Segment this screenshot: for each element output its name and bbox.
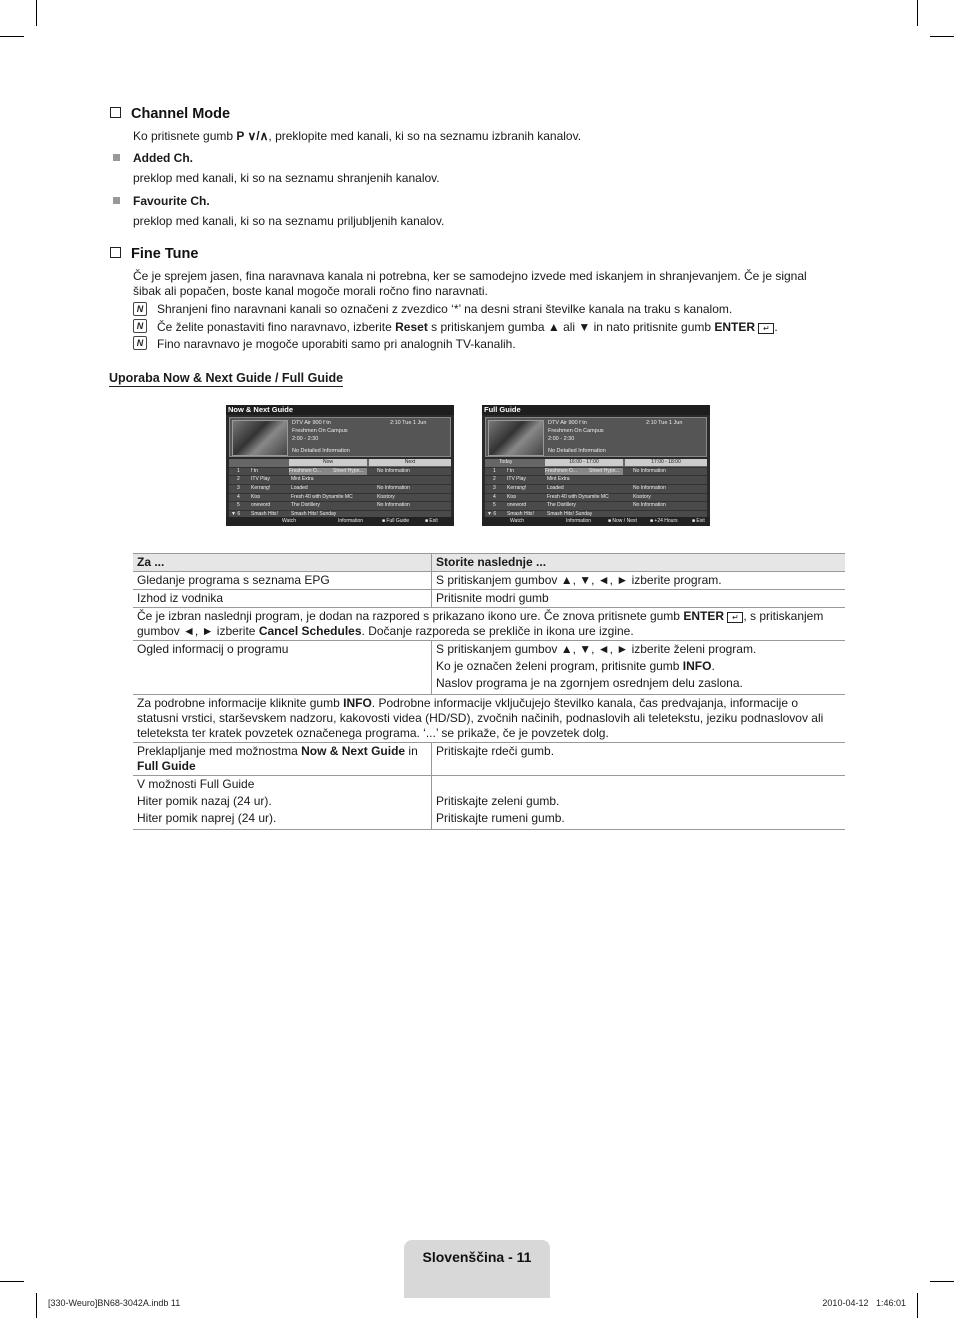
table-row[interactable]: ▼ 6 Smash Hits! Smash Hits! Sunday (485, 511, 707, 520)
full-guide-hint: ■ Full Guide (382, 518, 410, 524)
full-guide-screen (482, 405, 710, 526)
info-hint: Information (566, 518, 592, 524)
crop-mark (917, 0, 918, 26)
screen-footer (482, 517, 710, 526)
page-number-label: Slovenščina - 11 (422, 1249, 532, 1265)
exit-hint: ■ Exit (692, 518, 705, 524)
favourite-ch-text: preklop med kanali, ki so na seznamu priljubljenih kanalov. (133, 214, 445, 228)
table-row[interactable]: ▼ 6 Smash Hits! Smash Hits! Sunday (229, 511, 451, 520)
screen-footer (226, 517, 454, 526)
guide-section-heading: Uporaba Now & Next Guide / Full Guide (109, 371, 344, 385)
crop-mark (0, 1281, 24, 1282)
crop-mark (36, 0, 37, 26)
fine-tune-line1: Če je sprejem jasen, fina naravnava kanala ni potrebna, ker se samodejno izvede med iskanjem in shranjevanjem. Če je signal (133, 269, 807, 283)
channel-mode-intro: Ko pritisnete gumb P ∨/∧, preklopite med kanali, ki so na seznamu izbranih kanalov. (133, 129, 582, 143)
table-row: Gledanje programa s seznama EPG S pritiskanjem gumbov ▲, ▼, ◄, ► izberite program. (133, 572, 845, 590)
table-row[interactable]: 1 f tn Freshmen O... Street Hypn... No Information (485, 468, 707, 477)
added-ch-text: preklop med kanali, ki so na seznamu shranjenih kanalov. (133, 171, 440, 185)
header-cell: Storite naslednje ... (432, 554, 846, 572)
added-ch-title: Added Ch. (133, 151, 193, 165)
table-row: Izhod iz vodnika Pritisnite modri gumb (133, 590, 845, 608)
note-icon: N (133, 336, 147, 350)
favourite-ch-title: Favourite Ch. (133, 194, 210, 208)
exit-hint: ■ Exit (425, 518, 438, 524)
table-row: Za podrobne informacije kliknite gumb INFO. Podrobne informacije vključujejo številko kanala, čas predvajanja, informacije o statusni vrstici, starševskem nadzoru, kakovosti videa (HD/SD), zvočnih načinih, podnaslovih ali teletekstu, jeziku podnaslovov ali teleteksta ter kratek povzetek označenega programa. ‘...’ se prikaže, če je povzetek dolg. (133, 695, 845, 743)
info-panel: DTV Air 900 f tn 2:10 Tue 1 Jun Freshmen On Campus 2:00 - 2:30 No Detailed Information (229, 417, 451, 457)
fine-tune-note1: Shranjeni fino naravnani kanali so označeni z zvezdico ‘*’ na desni strani številke kanala na traku s kanalom. (157, 302, 733, 316)
screen-title: Now & Next Guide (226, 405, 454, 415)
now-next-hint: ■ Now / Next (608, 518, 637, 524)
note-icon: N (133, 319, 147, 333)
footer-timestamp: 2010-04-12 1:46:01 (822, 1298, 906, 1308)
enter-icon: ↵ (727, 612, 743, 623)
table-row: Preklapljanje med možnostma Now & Next Guide in Full Guide Pritiskajte rdeči gumb. (133, 743, 845, 776)
footer-file-name: [330-Weuro]BN68-3042A.indb 11 (48, 1298, 181, 1308)
preview-thumbnail (232, 420, 288, 456)
bullet-square-icon (113, 154, 120, 161)
crop-mark (917, 1293, 918, 1318)
plus24-hint: ■ +24 Hours (650, 518, 678, 524)
table-row: Ogled informacij o programu S pritiskanjem gumbov ▲, ▼, ◄, ► izberite želeni program. Ko je označen želeni program, pritisnite gumb INFO. Naslov programa je na zgornjem osrednjem delu zaslona. (133, 641, 845, 695)
note-icon: N (133, 302, 147, 316)
enter-icon: ↵ (758, 323, 774, 334)
info-panel: DTV Air 900 f tn 2:10 Tue 1 Jun Freshmen On Campus 2:00 - 2:30 No Detailed Information (485, 417, 707, 457)
table-row[interactable]: 4 Kiss Fresh 40 with Dynamite MC Kisstory (485, 494, 707, 503)
table-row[interactable]: 5 oneword The Distillery No Information (485, 502, 707, 511)
screen-title: Full Guide (482, 405, 710, 415)
guide-grid: Now Next 1 f tn Freshmen O... Street Hypn... No Information 2 ITV Play Mint Extra 3 Kerrang! Loaded No Information 4 Kiss Fresh 40 with Dynamite MC Kisstory 5 oneword The Distillery No Information ▼ 6 Smash Hits! Smash Hits! Sunday (229, 459, 451, 520)
table-row: V možnosti Full Guide Hiter pomik nazaj (24 ur). Hiter pomik naprej (24 ur). Pritiskajte zeleni gumb. Pritiskajte rumeni gumb. (133, 776, 845, 830)
table-row[interactable]: 3 Kerrang! Loaded No Information (229, 485, 451, 494)
checkbox-icon (110, 247, 121, 258)
crop-mark (930, 36, 954, 37)
checkbox-icon (110, 107, 121, 118)
fine-tune-note3: Fino naravnavo je mogoče uporabiti samo pri analognih TV-kanalih. (157, 337, 516, 351)
table-row[interactable]: 1 f tn Freshmen O... Street Hypn... No Information (229, 468, 451, 477)
guide-grid: Today 16:00 - 17:00 17:00 - 18:00 1 f tn Freshmen O... Street Hypn... No Information 2 ITV Play Mint Extra 3 Kerrang! Loaded No Information 4 Kiss Fresh 40 with Dynamite MC Kisstory 5 oneword The Distillery No Information ▼ 6 Smash Hits! Smash Hits! Sunday (485, 459, 707, 520)
table-row[interactable]: 5 oneword The Distillery No Information (229, 502, 451, 511)
watch-hint: Watch (282, 518, 296, 524)
crop-mark (36, 1293, 37, 1318)
preview-thumbnail (488, 420, 544, 456)
table-row[interactable]: 3 Kerrang! Loaded No Information (485, 485, 707, 494)
crop-mark (0, 36, 24, 37)
crop-mark (930, 1281, 954, 1282)
watch-hint: Watch (510, 518, 524, 524)
now-next-guide-screen (226, 405, 454, 526)
table-header-row (133, 554, 845, 572)
channel-mode-heading: Channel Mode (110, 106, 230, 122)
table-row[interactable]: 4 Kiss Fresh 40 with Dynamite MC Kisstory (229, 494, 451, 503)
bullet-square-icon (113, 197, 120, 204)
guide-instructions-table (133, 553, 845, 830)
table-row[interactable]: 2 ITV Play Mint Extra (229, 476, 451, 485)
info-hint: Information (338, 518, 364, 524)
fine-tune-heading: Fine Tune (110, 246, 198, 262)
table-row: Če je izbran naslednji program, je dodan na razpored s prikazano ikono ure. Če znova pritisnete gumb ENTER ↵ , s pritiskanjem gumbov ◄, ► izberite Cancel Schedules. Dočanje razporeda se prekliče in ikona ure izgine. (133, 608, 845, 641)
fine-tune-note2: Če želite ponastaviti fino naravnavo, izberite Reset s pritiskanjem gumba ▲ ali ▼ in nato pritisnite gumb ENTER ↵ . (157, 320, 778, 334)
fine-tune-line2: šibak ali popačen, boste kanal mogoče morali ročno fino naravnati. (133, 284, 488, 298)
header-cell: Za ... (133, 554, 432, 572)
table-row[interactable]: 2 ITV Play Mint Extra (485, 476, 707, 485)
